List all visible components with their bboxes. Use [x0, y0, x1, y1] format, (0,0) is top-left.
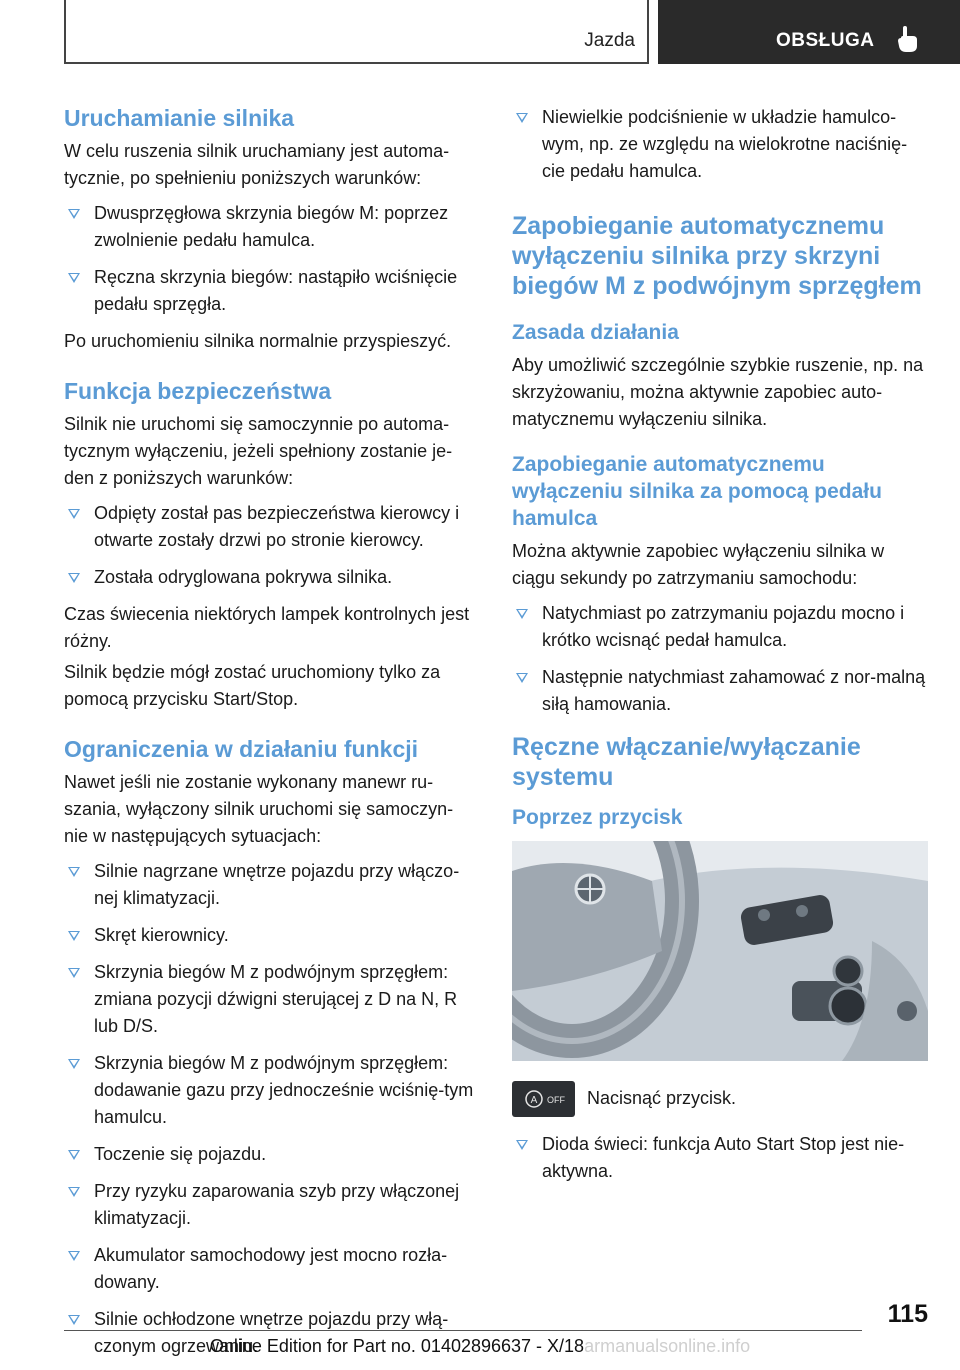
list-item: Dioda świeci: funkcja Auto Start Stop jest nie-aktywna. — [512, 1131, 928, 1185]
list-item: Akumulator samochodowy jest mocno rozła-dowany. — [64, 1242, 476, 1296]
list-item: Natychmiast po zatrzymaniu pojazdu mocno i krótko wcisnąć pedał hamulca. — [512, 600, 928, 654]
list-item: Dwusprzęgłowa skrzynia biegów M: poprzez zwolnienie pedału hamulca. — [64, 200, 476, 254]
bullet-list — [64, 858, 476, 1360]
button-icon-off: OFF — [547, 1095, 565, 1105]
bullet-list — [64, 500, 476, 591]
section-title-safety: Funkcja bezpieczeństwa — [64, 378, 332, 404]
triangle-bullet-icon — [68, 209, 80, 219]
page-number: 115 — [887, 1300, 928, 1328]
triangle-bullet-icon — [516, 673, 528, 683]
triangle-bullet-icon — [516, 609, 528, 619]
triangle-bullet-icon — [68, 931, 80, 941]
button-instruction-text: Nacisnąć przycisk. — [587, 1088, 737, 1108]
left-column — [64, 100, 476, 1370]
list-item: Toczenie się pojazdu. — [64, 1141, 476, 1168]
triangle-bullet-icon — [516, 1140, 528, 1150]
button-icon-letter: A — [530, 1095, 538, 1106]
subsection-title-principle: Zasada działania — [512, 321, 679, 344]
triangle-bullet-icon — [68, 1187, 80, 1197]
list-item: Silnie ochłodzone wnętrze pojazdu przy włą-czonym ogrzewaniu. — [64, 1306, 476, 1360]
triangle-bullet-icon — [68, 968, 80, 978]
triangle-bullet-icon — [68, 867, 80, 877]
section-title-engine-start: Uruchamianie silnika — [64, 105, 295, 131]
footer-watermark: armanualsonline.info — [584, 1336, 751, 1356]
paragraph: Można aktywnie zapobiec wyłączeniu silnika w ciągu sekundy po zatrzymaniu samochodu: — [512, 541, 885, 588]
subsection-title-via-button: Poprzez przycisk — [512, 806, 683, 829]
list-item: Przy ryzyku zaparowania szyb przy włączonej klimatyzacji. — [64, 1178, 476, 1232]
section-title-limitations: Ograniczenia w działaniu funkcji — [64, 736, 419, 762]
triangle-bullet-icon — [68, 1059, 80, 1069]
triangle-bullet-icon — [68, 573, 80, 583]
list-item: Niewielkie podciśnienie w układzie hamulco-wym, np. ze względu na wielokrotne naciśnię-cie pedału hamulca. — [512, 104, 928, 185]
triangle-bullet-icon — [68, 1150, 80, 1160]
button-instruction-row — [512, 1081, 928, 1117]
paragraph: Silnik nie uruchomi się samoczynnie po automa-tycznym wyłączeniu, jeżeli spełniony zostanie je-den z poniższych warunków: — [64, 414, 453, 488]
list-item: Ręczna skrzynia biegów: nastąpiło wciśnięcie pedału sprzęgła. — [64, 264, 476, 318]
subsection-title-brake-pedal: Zapobieganie automatycznemu wyłączeniu silnika za pomocą pedału hamulca — [512, 453, 882, 530]
auto-start-stop-button-icon — [512, 1081, 575, 1117]
bullet-list — [64, 200, 476, 318]
header-chapter-title: OBSŁUGA — [776, 30, 875, 51]
paragraph: Nawet jeśli nie zostanie wykonany manewr ru-szania, wyłączony silnik uruchomi się samoczyn-nie w następujących sytuacjach: — [64, 772, 454, 846]
paragraph: Po uruchomieniu silnika normalnie przyspieszyć. — [64, 331, 452, 351]
triangle-bullet-icon — [68, 1251, 80, 1261]
header-section-title: Jazda — [584, 30, 635, 51]
triangle-bullet-icon — [68, 1315, 80, 1325]
paragraph: Aby umożliwić szczególnie szybkie ruszenie, np. na skrzyżowaniu, można aktywnie zapobiec auto-matycznemu wyłączeniu silnika. — [512, 355, 924, 429]
list-item: Następnie natychmiast zahamować z nor-malną siłą hamowania. — [512, 664, 928, 718]
bullet-list — [512, 600, 928, 718]
footer-edition-line — [0, 1336, 960, 1357]
footer-divider — [64, 1330, 862, 1331]
steering-wheel-illustration — [512, 841, 928, 1061]
section-title-manual-toggle: Ręczne włączanie/wyłączanie systemu — [512, 733, 861, 791]
list-item: Została odryglowana pokrywa silnika. — [64, 564, 476, 591]
footer-edition: Online Edition for Part no. 01402896637 - X/18 — [209, 1336, 585, 1356]
paragraph: Silnik będzie mógł zostać uruchomiony tylko za pomocą przycisku Start/Stop. — [64, 662, 441, 709]
triangle-bullet-icon — [68, 273, 80, 283]
list-item: Skręt kierownicy. — [64, 922, 476, 949]
right-column — [512, 100, 928, 1195]
triangle-bullet-icon — [516, 113, 528, 123]
paragraph: Czas świecenia niektórych lampek kontrolnych jest różny. — [64, 604, 470, 651]
steering-wheel-photo — [512, 841, 928, 1061]
bullet-list — [512, 104, 928, 185]
list-item: Silnie nagrzane wnętrze pojazdu przy włączo-nej klimatyzacji. — [64, 858, 476, 912]
list-item: Skrzynia biegów M z podwójnym sprzęgłem: zmiana pozycji dźwigni sterującej z D na N, R lub D/S. — [64, 959, 476, 1040]
section-title-prevent-shutdown: Zapobieganie automatycznemu wyłączeniu silnika przy skrzyni biegów M z podwójnym sprzęgłem — [512, 212, 922, 300]
bullet-list — [512, 1131, 928, 1185]
hand-pointer-icon — [895, 24, 921, 54]
triangle-bullet-icon — [68, 509, 80, 519]
header-section-box — [64, 0, 649, 64]
header-chapter-box — [658, 0, 960, 64]
list-item: Odpięty został pas bezpieczeństwa kierowcy i otwarte zostały drzwi po stronie kierowcy. — [64, 500, 476, 554]
paragraph: W celu ruszenia silnik uruchamiany jest automa-tycznie, po spełnieniu poniższych warunków: — [64, 141, 450, 188]
list-item: Skrzynia biegów M z podwójnym sprzęgłem: dodawanie gazu przy jednocześnie wciśnię-tym hamulcu. — [64, 1050, 476, 1131]
